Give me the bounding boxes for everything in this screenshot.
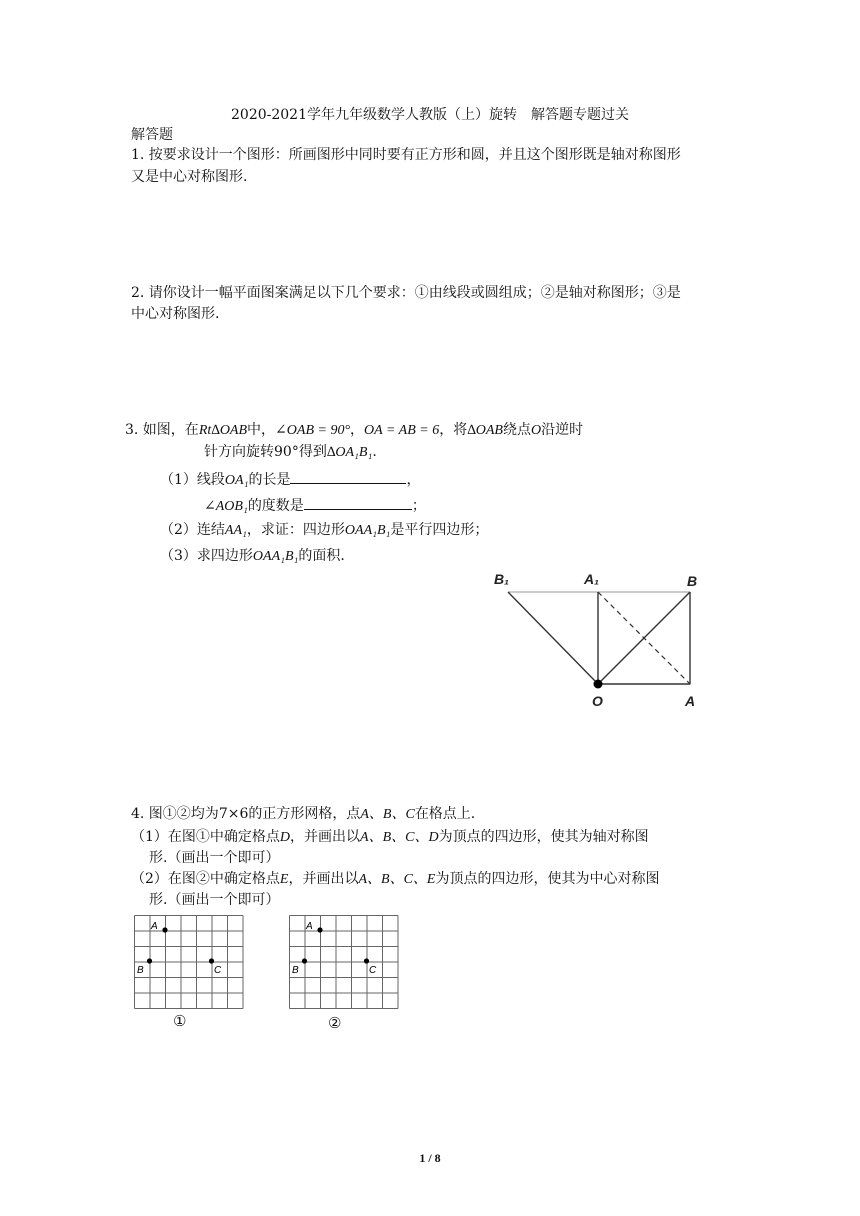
q3-part-text: （1）线段 <box>160 472 225 488</box>
section-heading: 解答题 <box>131 127 173 143</box>
q3-triangle: ∆OAB <box>467 423 503 438</box>
point-B <box>302 958 307 963</box>
q1-line1: 1. 按要求设计一个图形：所画图形中同时要有正方形和圆，并且这个图形既是轴对称图形 <box>131 147 681 163</box>
q3-triangle: Rt∆OAB <box>198 423 248 438</box>
q3-part-text: （2）连结 <box>160 522 225 538</box>
q4-part-text: （1）在图①中确定格点 <box>131 829 280 845</box>
q3-stem-line1 <box>125 420 583 441</box>
label-B: B <box>292 965 299 976</box>
label-C: C <box>369 965 377 976</box>
q3-stem-text: . <box>372 444 377 460</box>
q4-part-text: 为顶点的四边形，使其为中心对称图 <box>435 871 660 887</box>
point-C <box>364 958 369 963</box>
q4-stem-text: 在格点上. <box>414 806 476 822</box>
q3-lengths: OA = AB = 6 <box>364 423 440 438</box>
q3-stem-text: ，将 <box>439 422 468 438</box>
segment-B1-O <box>508 592 598 684</box>
q4-stem <box>131 804 475 825</box>
q3-stem-text: 3. 如图，在 <box>125 422 199 438</box>
grid-figure-1 <box>134 915 246 1009</box>
q4-grid-size: 7×6 <box>218 806 249 822</box>
point-C <box>209 958 214 963</box>
q3-part-text: 的面积. <box>298 548 345 564</box>
q3-part-text: 的度数是 <box>247 498 304 514</box>
point-A <box>162 927 167 932</box>
q3-rotation-figure <box>490 565 705 710</box>
label-C: C <box>214 965 222 976</box>
q3-segment: AA₁ <box>224 523 247 538</box>
q3-part3 <box>160 546 345 567</box>
page-title: 2020-2021学年九年级数学人教版（上）旋转 解答题专题过关 <box>231 107 629 123</box>
answer-blank <box>304 495 412 510</box>
label-A: A <box>685 693 696 709</box>
point-O <box>594 680 603 689</box>
point-A <box>317 927 322 932</box>
q4-stem-text: 4. 图①②均为 <box>131 806 219 822</box>
q2-line1: 2. 请你设计一幅平面图案满足以下几个要求：①由线段或圆组成；②是轴对称图形；③是 <box>131 285 681 301</box>
q3-part-text: ，求证：四边形 <box>246 522 345 538</box>
q4-stem-text: 的正方形网格，点 <box>248 806 361 822</box>
q4-point: E <box>279 872 289 887</box>
label-O: O <box>592 693 603 709</box>
q3-part1b <box>204 495 426 517</box>
q4-part1-line2: 形.（画出一个即可） <box>149 850 280 866</box>
q4-points: A、B、C、E <box>358 872 436 887</box>
q3-angle: ∠OAB = 90° <box>275 423 351 438</box>
point-B <box>147 958 152 963</box>
label-B: B <box>137 965 144 976</box>
q4-point: D <box>279 830 291 845</box>
q3-quadrilateral: OAA₁B₁ <box>252 549 299 564</box>
figure-1-caption: ① <box>173 1012 187 1030</box>
label-B1: B₁ <box>494 571 510 587</box>
q4-part-text: 为顶点的四边形，使其为轴对称图 <box>438 829 649 845</box>
figure-2-caption: ② <box>328 1014 342 1032</box>
q4-part2-line2: 形.（画出一个即可） <box>149 892 280 908</box>
q3-segment: OA₁ <box>224 473 249 488</box>
grid-figure-2 <box>289 915 401 1009</box>
q3-triangle: ∆OA₁B₁ <box>326 445 373 460</box>
q3-stem-text: 绕点 <box>502 422 531 438</box>
q3-part1 <box>160 469 420 491</box>
q3-part-text: ， <box>406 472 421 488</box>
q4-points: A、B、C、D <box>360 830 439 845</box>
q4-points: A、B、C <box>360 807 415 822</box>
q3-point: O <box>530 423 542 438</box>
q2-line2: 中心对称图形. <box>131 306 220 322</box>
q3-angle: 90° <box>274 444 299 460</box>
q4-part-text: ，并画出以 <box>290 829 361 845</box>
q3-stem-text: 沿逆时 <box>541 422 584 438</box>
q3-angle: ∠AOB₁ <box>204 499 248 514</box>
label-A1: A₁ <box>584 571 600 587</box>
q4-part-text: （2）在图②中确定格点 <box>131 871 280 887</box>
q3-part-text: 的长是 <box>248 472 291 488</box>
label-A: A <box>151 921 158 932</box>
q3-stem-text: 得到 <box>298 444 327 460</box>
q3-part-text: （3）求四边形 <box>160 548 253 564</box>
page-number: 1 / 8 <box>419 1151 441 1165</box>
label-A: A <box>306 921 313 932</box>
q3-part-text: 是平行四边形； <box>390 522 489 538</box>
q3-stem-line2 <box>204 442 377 463</box>
q4-part-text: ，并画出以 <box>288 871 359 887</box>
q4-part1-line1 <box>131 827 649 848</box>
label-B: B <box>687 573 698 589</box>
q3-stem-text: ， <box>350 422 365 438</box>
q3-part-text: ； <box>411 498 426 514</box>
q3-stem-text: 针方向旋转 <box>204 444 274 460</box>
q3-stem-text: 中， <box>247 422 276 438</box>
q1-line2: 又是中心对称图形. <box>131 169 248 185</box>
q3-part2 <box>160 520 488 541</box>
answer-blank <box>290 469 406 484</box>
q4-part2-line1 <box>131 869 659 890</box>
q3-quadrilateral: OAA₁B₁ <box>344 523 391 538</box>
